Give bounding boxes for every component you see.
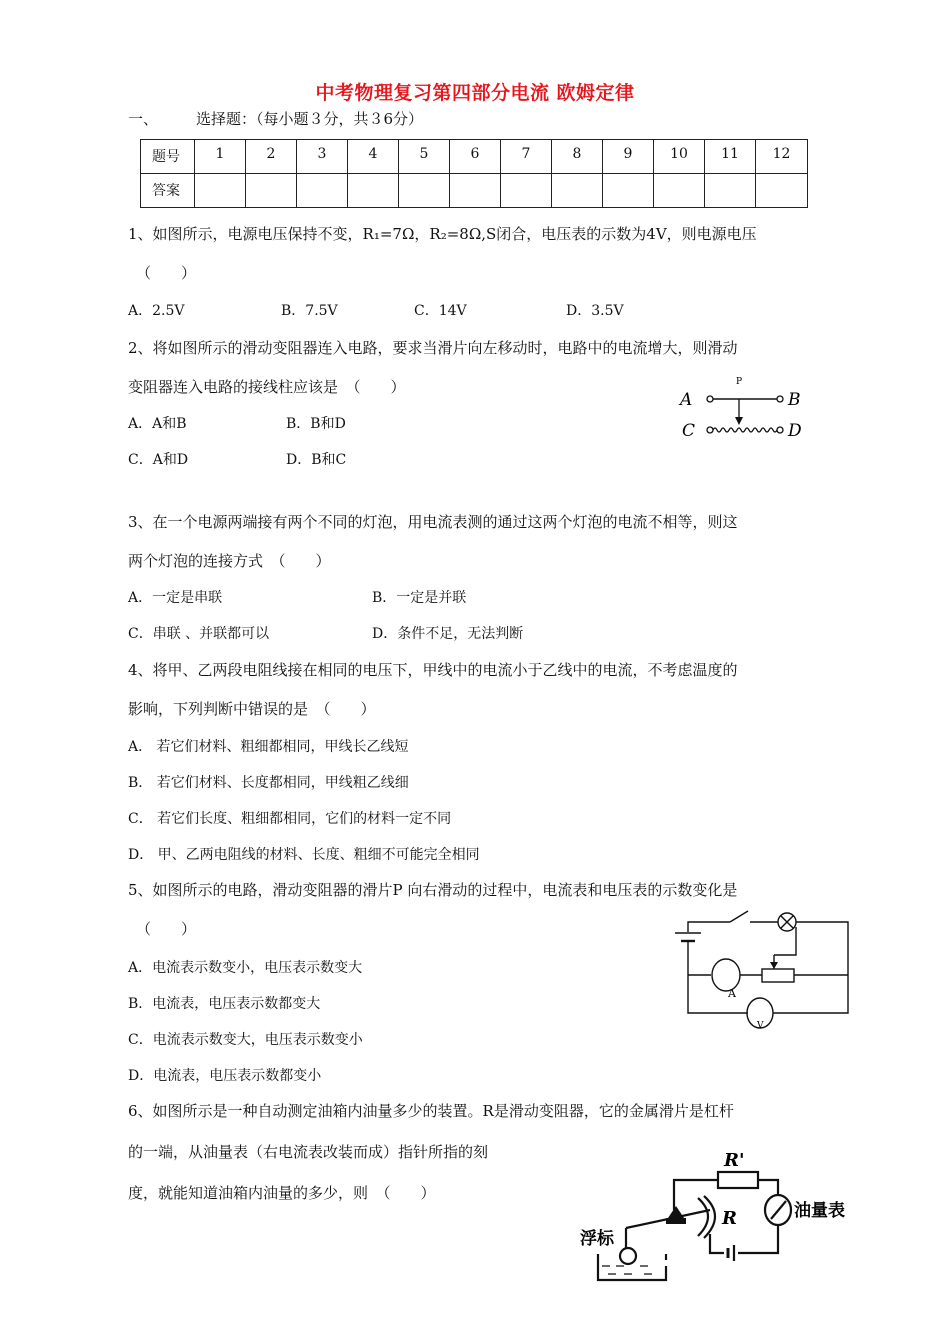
question-1-option-c: C．14V bbox=[414, 303, 467, 319]
question-6-text-continued-2: 度，就能知道油箱内油量的多少，则 （ ） bbox=[128, 1184, 436, 1202]
terminal-a-label: A bbox=[680, 390, 693, 410]
question-3-text: 3、在一个电源两端接有两个不同的灯泡，用电流表测的通过这两个灯泡的电流不相等，则这 bbox=[128, 513, 738, 531]
question-2-option-b: B．B和D bbox=[286, 416, 346, 432]
slider-p-label: P bbox=[736, 377, 743, 387]
answer-cell[interactable] bbox=[756, 174, 808, 208]
question-4-option-b: B． 若它们材料、长度都相同，甲线粗乙线细 bbox=[128, 775, 409, 791]
right-wire bbox=[773, 922, 848, 1013]
question-3-option-a: A．一定是串联 bbox=[128, 590, 223, 606]
oil-gauge-label: 油量表 bbox=[794, 1201, 845, 1221]
answer-cell[interactable] bbox=[450, 174, 501, 208]
question-6-text: 6、如图所示是一种自动测定油箱内油量多少的装置。R是滑动变阻器，它的金属滑片是杠杆 bbox=[128, 1102, 734, 1120]
page-title: 中考物理复习第四部分电流 欧姆定律 bbox=[315, 82, 635, 104]
answer-table-number: 4 bbox=[348, 140, 399, 174]
terminal-d-label: D bbox=[788, 421, 802, 441]
answer-cell[interactable] bbox=[705, 174, 756, 208]
answer-table-number: 1 bbox=[195, 140, 246, 174]
answer-cell[interactable] bbox=[297, 174, 348, 208]
answer-table-number: 12 bbox=[756, 140, 808, 174]
question-3-option-c: C．串联 、并联都可以 bbox=[128, 626, 270, 642]
answer-table-number: 9 bbox=[603, 140, 654, 174]
question-5-option-b: B．电流表，电压表示数都变大 bbox=[128, 996, 321, 1012]
circuit-figure bbox=[670, 905, 860, 1030]
terminal-b-label: B bbox=[788, 390, 801, 410]
ammeter-label: A bbox=[728, 987, 736, 1000]
question-6-text-continued: 的一端，从油量表（右电流表改装而成）指针所指的刻 bbox=[128, 1143, 489, 1161]
answer-table-answer-row bbox=[141, 174, 808, 208]
question-5-text: 5、如图所示的电路，滑动变阻器的滑片P 向右滑动的过程中，电流表和电压表的示数变化是 bbox=[128, 881, 738, 899]
section-heading: 选择题：（每小题３分，共３6分） bbox=[196, 110, 424, 128]
top-left-wire bbox=[688, 922, 730, 932]
question-1-option-b: B．7.5V bbox=[281, 303, 338, 319]
question-2-option-c: C．A和D bbox=[128, 452, 189, 468]
terminal-d-icon bbox=[777, 427, 783, 433]
question-1-option-a: A．2.5V bbox=[128, 303, 185, 319]
answer-cell[interactable] bbox=[348, 174, 399, 208]
terminal-b-icon bbox=[777, 396, 783, 402]
terminal-a-icon bbox=[707, 396, 713, 402]
question-2-option-d: D．B和C bbox=[286, 452, 347, 468]
pivot-base bbox=[666, 1218, 686, 1224]
answer-cell[interactable] bbox=[552, 174, 603, 208]
rprime-label: R' bbox=[724, 1150, 745, 1171]
answer-table-number: 5 bbox=[399, 140, 450, 174]
answer-cell[interactable] bbox=[654, 174, 705, 208]
question-4-text-continued: 影响，下列判断中错误的是 （ ） bbox=[128, 700, 376, 718]
answer-table bbox=[140, 139, 808, 208]
answer-table-number: 10 bbox=[654, 140, 705, 174]
answer-cell[interactable] bbox=[246, 174, 297, 208]
pivot-icon bbox=[668, 1206, 684, 1218]
rheostat-arc-icon bbox=[698, 1198, 708, 1236]
question-3-option-b: B．一定是并联 bbox=[372, 590, 467, 606]
answer-table-number: 6 bbox=[450, 140, 501, 174]
rprime-resistor-icon bbox=[718, 1172, 758, 1188]
question-4-option-d: D． 甲、乙两电阻线的材料、长度、粗细不可能完全相同 bbox=[128, 847, 480, 863]
rheostat-r-label: R bbox=[722, 1208, 737, 1229]
question-1-text: 1、如图所示，电源电压保持不变，R₁=7Ω，R₂=8Ω,S闭合，电压表的示数为4V，则电源电压 bbox=[128, 225, 757, 243]
question-3-text-continued: 两个灯泡的连接方式 （ ） bbox=[128, 552, 331, 570]
question-4-text: 4、将甲、乙两段电阻线接在相同的电压下，甲线中的电流小于乙线中的电流，不考虑温度的 bbox=[128, 661, 738, 679]
question-2-text: 2、将如图所示的滑动变阻器连入电路，要求当滑片向左移动时，电路中的电流增大，则滑动 bbox=[128, 339, 738, 357]
question-5-option-d: D．电流表，电压表示数都变小 bbox=[128, 1068, 322, 1084]
answer-table-number: 2 bbox=[246, 140, 297, 174]
answer-table-number: 8 bbox=[552, 140, 603, 174]
slider-arrow-icon bbox=[735, 417, 743, 425]
answer-cell[interactable] bbox=[195, 174, 246, 208]
answer-cell[interactable] bbox=[399, 174, 450, 208]
rheostat-arc-outer bbox=[704, 1196, 715, 1238]
question-5-option-c: C．电流表示数变大，电压表示数变小 bbox=[128, 1032, 363, 1048]
battery-left-wire bbox=[710, 1234, 724, 1253]
rheostat-figure bbox=[676, 370, 816, 445]
terminal-c-label: C bbox=[682, 421, 696, 441]
voltmeter-label: V bbox=[757, 1021, 764, 1030]
oil-tank-icon bbox=[598, 1254, 666, 1280]
float-icon bbox=[620, 1248, 636, 1264]
answer-cell[interactable] bbox=[603, 174, 654, 208]
resistance-coil bbox=[713, 428, 777, 432]
answer-table-number: 3 bbox=[297, 140, 348, 174]
float-label: 浮标 bbox=[580, 1229, 614, 1249]
question-2-option-a: A．A和B bbox=[128, 416, 187, 432]
question-5-option-a: A．电流表示数变小，电压表示数变大 bbox=[128, 960, 363, 976]
oil-gauge-figure bbox=[568, 1148, 868, 1288]
gauge-needle bbox=[771, 1201, 786, 1219]
answer-table-number: 7 bbox=[501, 140, 552, 174]
question-1-option-d: D．3.5V bbox=[566, 303, 624, 319]
gauge-bottom-wire bbox=[738, 1225, 778, 1253]
question-1-bracket: （ ） bbox=[136, 264, 197, 282]
terminal-c-icon bbox=[707, 427, 713, 433]
question-2-text-continued: 变阻器连入电路的接线柱应该是 （ ） bbox=[128, 378, 406, 396]
answer-table-answer-label: 答案 bbox=[141, 174, 195, 208]
switch-blade bbox=[730, 911, 748, 922]
section-number: 一、 bbox=[128, 110, 159, 128]
bottom-left-wire bbox=[688, 941, 748, 1013]
slider-arrow-icon bbox=[770, 962, 778, 969]
oil-surface-lines bbox=[602, 1266, 652, 1274]
answer-table-number-row bbox=[141, 140, 808, 174]
question-4-option-c: C． 若它们长度、粗细都相同，它们的材料一定不同 bbox=[128, 811, 452, 827]
answer-table-number: 11 bbox=[705, 140, 756, 174]
question-5-bracket: （ ） bbox=[136, 920, 197, 938]
answer-cell[interactable] bbox=[501, 174, 552, 208]
rprime-right-wire bbox=[758, 1180, 778, 1196]
question-4-option-a: A． 若它们材料、粗细都相同，甲线长乙线短 bbox=[128, 739, 409, 755]
rheostat-icon bbox=[762, 969, 794, 982]
answer-table-number-label: 题号 bbox=[141, 140, 195, 174]
question-3-option-d: D．条件不足，无法判断 bbox=[372, 626, 524, 642]
